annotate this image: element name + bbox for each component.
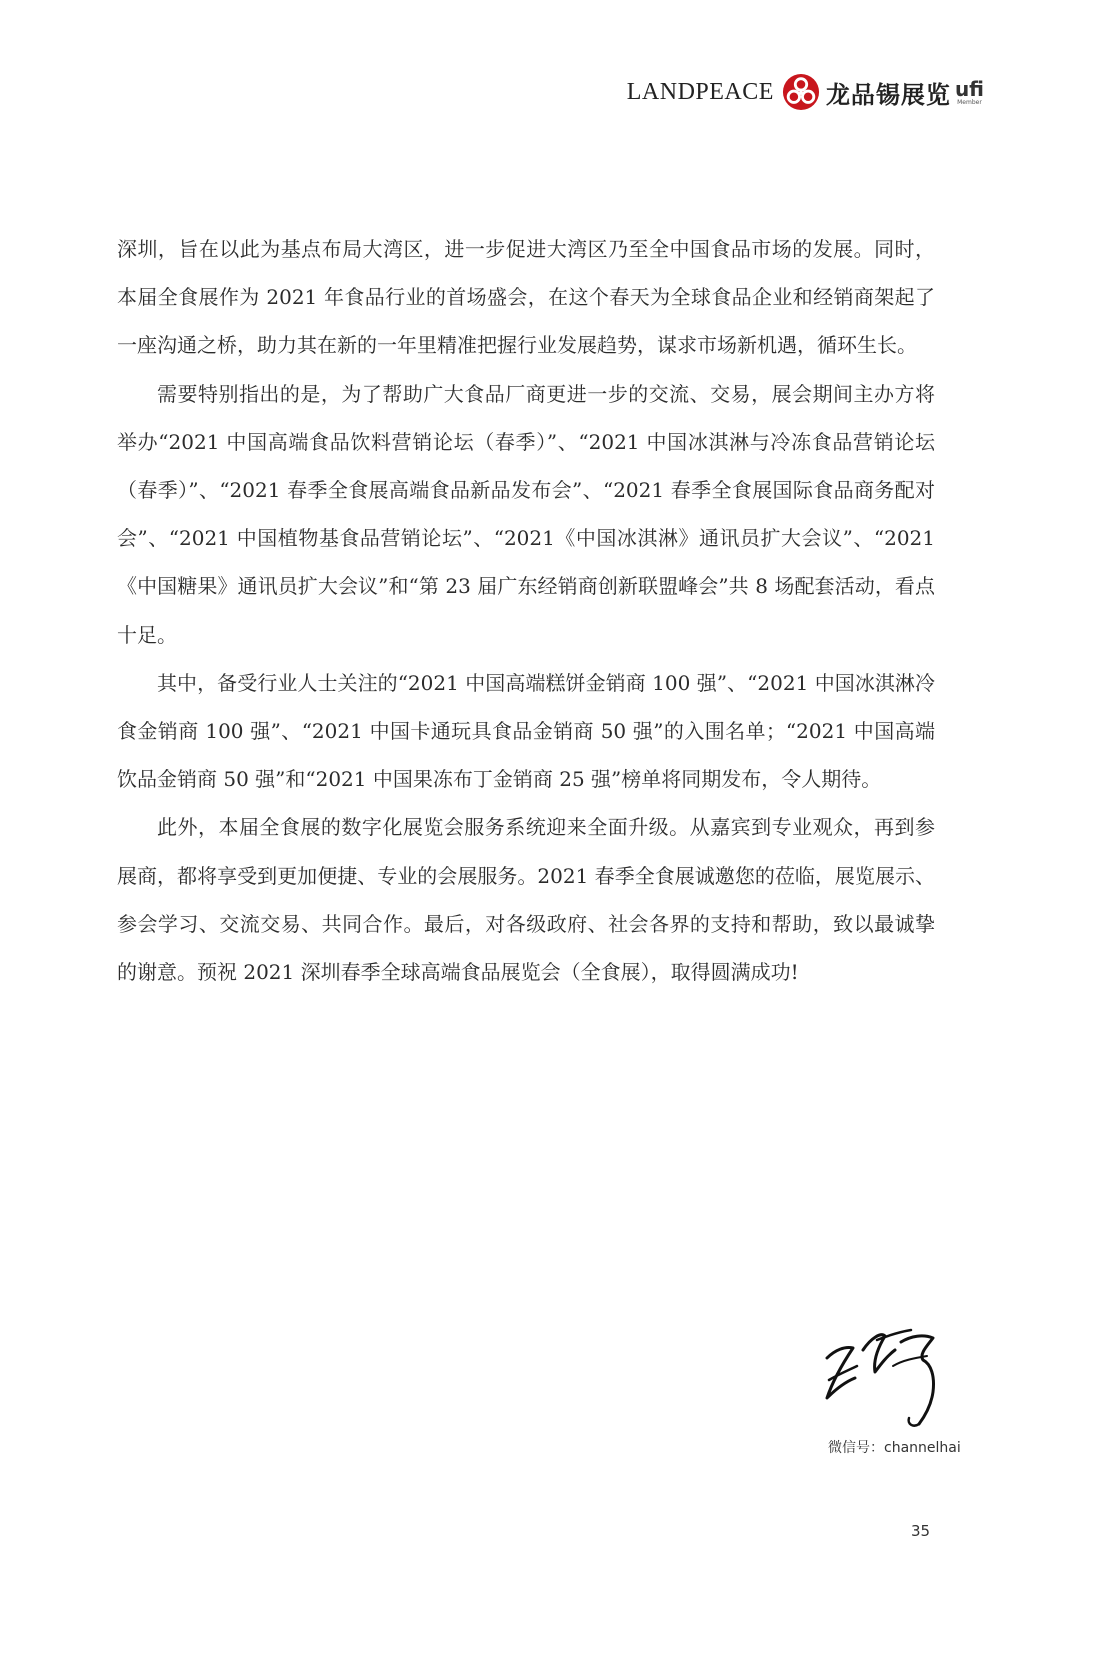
brand-name-english: LANDPEACE bbox=[626, 78, 774, 105]
paragraph-intro-continued: 深圳，旨在以此为基点布局大湾区，进一步促进大湾区乃至全中国食品市场的发展。同时，本届全食展作为 2021 年食品行业的首场盛会，在这个春天为全球食品企业和经销商架起了一座沟通之桥，助力其在新的一年里精准把握行业发展趋势，谋求市场新机遇，循环生长。 bbox=[117, 237, 935, 358]
ufi-member-label: Member bbox=[957, 98, 982, 106]
paragraph-events: 需要特别指出的是，为了帮助广大食品厂商更进一步的交流、交易，展会期间主办方将举办“2021 中国高端食品饮料营销论坛（春季）”、“2021 中国冰淇淋与冷冻食品营销论坛（春季）”、“2021 春季全食展高端食品新品发布会”、“2021 春季全食展国际食品商务配对会”、“2021 中国植物基食品营销论坛”、“2021《中国冰淇淋》通讯员扩大会议”、“2021《中国糖果》通讯员扩大会议”和“第 23 届广东经销商创新联盟峰会”共 8 场配套活动，看点十足。 bbox=[117, 381, 935, 647]
article-body bbox=[117, 225, 935, 996]
brand-name-chinese: 龙品锡展览 bbox=[825, 80, 951, 109]
paragraph-rankings: 其中，备受行业人士关注的“2021 中国高端糕饼金销商 100 强”、“2021 中国冰淇淋冷食金销商 100 强”、“2021 中国卡通玩具食品金销商 50 强”的入围名单；“2021 中国高端饮品金销商 50 强”和“2021 中国果冻布丁金销商 25 强”榜单将同期发布，令人期待。 bbox=[117, 670, 935, 792]
wechat-id: 微信号：channelhai bbox=[828, 1440, 961, 1456]
page-header bbox=[627, 70, 984, 114]
landpeace-logo-icon bbox=[782, 73, 820, 111]
ufi-member-badge bbox=[954, 76, 984, 106]
handwritten-signature bbox=[815, 1320, 955, 1435]
ufi-label: ufi bbox=[954, 76, 984, 101]
page-number: 35 bbox=[911, 1522, 931, 1540]
paragraph-closing: 此外，本届全食展的数字化展览会服务系统迎来全面升级。从嘉宾到专业观众，再到参展商，都将享受到更加便捷、专业的会展服务。2021 春季全食展诚邀您的莅临，展览展示、参会学习、交流交易、共同合作。最后，对各级政府、社会各界的支持和帮助，致以最诚挚的谢意。预祝 2021 深圳春季全球高端食品展览会（全食展），取得圆满成功! bbox=[117, 815, 935, 985]
